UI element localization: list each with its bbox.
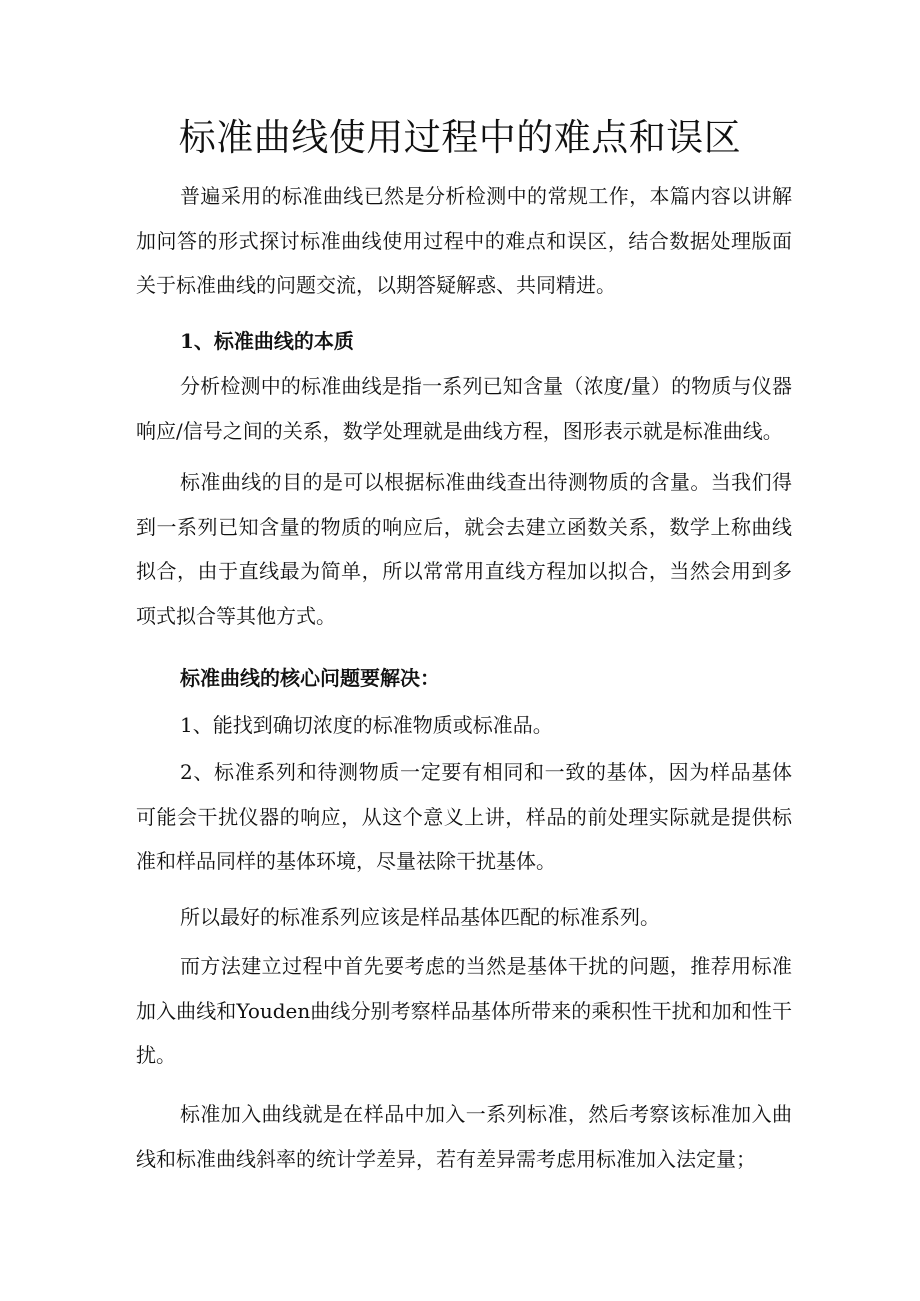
- intro-paragraph: 普遍采用的标准曲线已然是分析检测中的常规工作，本篇内容以讲解加问答的形式探讨标准曲线使用过程中的难点和误区，结合数据处理版面关于标准曲线的问题交流，以期答疑解惑、共同精进。: [136, 184, 792, 298]
- paragraph-definition: 分析检测中的标准曲线是指一系列已知含量（浓度/量）的物质与仪器响应/信号之间的关系，数学处理就是曲线方程，图形表示就是标准曲线。: [136, 374, 792, 443]
- paragraph-purpose: 标准曲线的目的是可以根据标准曲线查出待测物质的含量。当我们得到一系列已知含量的物质的响应后，就会去建立函数关系，数学上称曲线拟合，由于直线最为简单，所以常常用直线方程加以拟合，当然会用到多项式拟合等其他方式。: [136, 470, 792, 628]
- section-heading-core-issues: 标准曲线的核心问题要解决：: [180, 666, 440, 690]
- paragraph-matrix-interference: 而方法建立过程中首先要考虑的当然是基体干扰的问题，推荐用标准加入曲线和Youden曲线分别考察样品基体所带来的乘积性干扰和加和性干扰。: [136, 954, 792, 1068]
- page-title: 标准曲线使用过程中的难点和误区: [178, 116, 742, 159]
- list-item-1: 1、能找到确切浓度的标准物质或标准品。: [180, 713, 553, 737]
- paragraph-standard-addition: 标准加入曲线就是在样品中加入一系列标准，然后考察该标准加入曲线和标准曲线斜率的统计学差异，若有差异需考虑用标准加入法定量；: [136, 1102, 792, 1171]
- section-heading-nature: 1、标准曲线的本质: [180, 329, 354, 353]
- list-item-2: 2、标准系列和待测物质一定要有相同和一致的基体，因为样品基体可能会干扰仪器的响应，从这个意义上讲，样品的前处理实际就是提供标准和样品同样的基体环境，尽量祛除干扰基体。: [136, 760, 792, 874]
- paragraph-best-standard: 所以最好的标准系列应该是样品基体匹配的标准系列。: [180, 905, 660, 929]
